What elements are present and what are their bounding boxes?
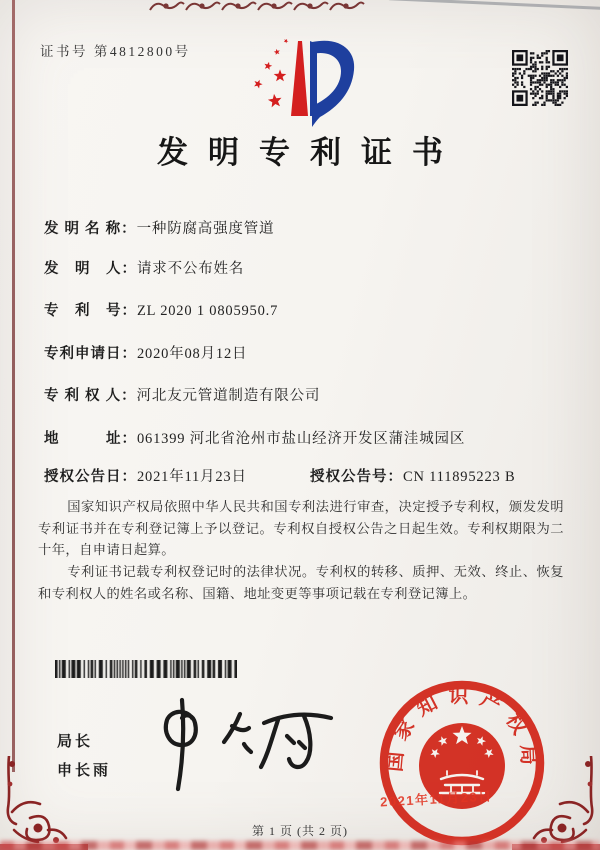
field-value: ZL 2020 1 0805950.7: [137, 303, 279, 319]
legal-text-block: [38, 496, 564, 604]
signer-title: 局长: [57, 733, 94, 750]
paper-edge-line: [388, 0, 600, 10]
certificate-number: 证书号 第4812800号: [40, 44, 191, 59]
field-label: 地 址：: [44, 431, 137, 447]
field-label: 发 明 人：: [44, 261, 137, 277]
field-value: 2020年08月12日: [137, 346, 248, 362]
field-row-patentee: [44, 384, 584, 405]
field-row-filing-date: [44, 342, 584, 363]
field-label: 专利申请日：: [44, 346, 137, 362]
seal-date-stamp: 2021年11月23日: [379, 788, 494, 810]
field-row-grant: [44, 465, 584, 486]
bottom-right-flourish-icon: [512, 756, 600, 850]
bottom-lace-border: [0, 841, 600, 850]
legal-paragraph-1: 国家知识产权局依照中华人民共和国专利法进行审查，决定授予专利权，颁发发明专利证书并在专利登记簿上予以登记。专利权自授权公告之日起生效。专利权期限为二十年，自申请日起算。: [38, 499, 564, 558]
page-footer: 第 1 页 (共 2 页): [252, 824, 348, 838]
field-value: 061399 河北省沧州市盐山经济开发区蒲洼城园区: [137, 431, 466, 447]
grant-no-pair: [310, 465, 515, 486]
signer-name: 申长雨: [57, 761, 112, 779]
field-value: 请求不公布姓名: [137, 261, 245, 277]
field-value: 河北友元管道制造有限公司: [136, 388, 321, 404]
field-row-inventor: [44, 257, 584, 278]
field-label: 发 明 名 称：: [44, 221, 137, 237]
certificate-title: 发明专利证书: [157, 135, 463, 170]
grant-date-value: 2021年11月23日: [137, 469, 247, 485]
field-label: 专 利 权 人：: [44, 388, 137, 404]
seal-arc-text: 国家知识产权局: [383, 685, 540, 776]
legal-paragraph-2: 专利证书记载专利权登记时的法律状况。专利权的转移、质押、无效、终止、恢复和专利权人的姓名或名称、国籍、地址变更等事项记载在专利登记簿上。: [38, 564, 564, 601]
director-signature-icon: [148, 692, 343, 797]
field-row-invention-name: [44, 217, 584, 238]
left-border-rule: [12, 0, 15, 772]
bottom-left-flourish-icon: [0, 756, 88, 850]
cnipa-logo-icon: [250, 36, 362, 136]
field-row-address: [44, 427, 584, 448]
barcode-icon: [55, 660, 237, 678]
grant-no-value: CN 111895223 B: [403, 469, 516, 485]
field-row-patent-no: [44, 299, 584, 320]
qr-code-icon: [512, 50, 568, 106]
field-value: 一种防腐高强度管道: [136, 221, 275, 237]
field-label: 专 利 号：: [44, 303, 137, 319]
grant-date-label: 授权公告日：: [44, 469, 137, 485]
top-border-ornament-icon: [148, 0, 366, 14]
grant-no-label: 授权公告号：: [310, 469, 403, 485]
